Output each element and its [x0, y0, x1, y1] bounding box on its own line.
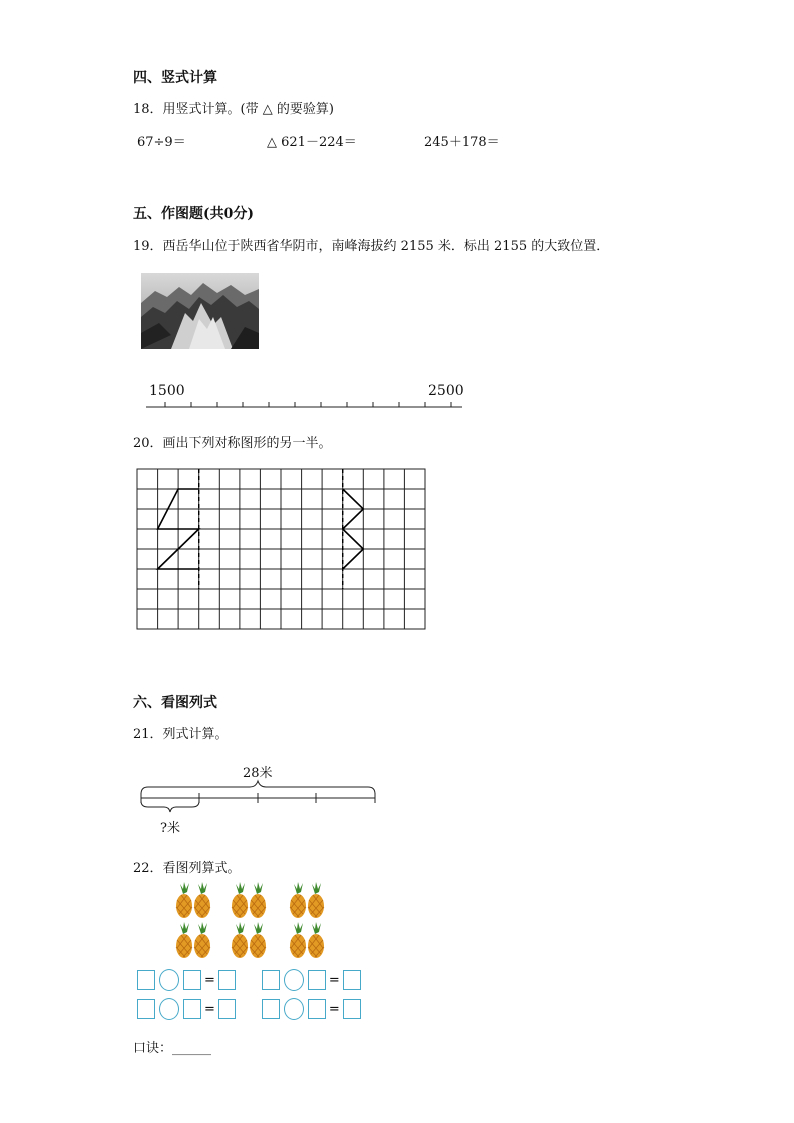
segment-diagram — [136, 777, 380, 813]
symmetry-grid — [136, 468, 428, 632]
expression-1: 67÷9＝ — [137, 135, 186, 150]
answer-box[interactable] — [137, 970, 155, 990]
number-line-end-label: 2500 — [428, 383, 464, 399]
section-6-heading: 六、看图列式 — [133, 695, 217, 711]
question-18: 18．用竖式计算。(带 △ 的要验算) — [133, 102, 334, 117]
question-21: 21．列式计算。 — [133, 727, 228, 742]
formula-row-1 — [137, 969, 361, 991]
expression-2: △ 621－224＝ — [267, 135, 357, 150]
equals-sign: = — [328, 1001, 340, 1017]
formula-row-2 — [137, 998, 361, 1020]
section-5-heading: 五、作图题(共0分) — [133, 206, 254, 222]
pineapple-pair-3 — [290, 882, 324, 958]
koujue-line[interactable]: 口诀：______ — [133, 1041, 212, 1056]
pineapple-pair-2 — [232, 882, 266, 958]
pineapple-pair-1 — [176, 882, 210, 958]
answer-box[interactable] — [137, 999, 155, 1019]
total-length-label: 28米 — [243, 766, 273, 781]
question-20: 20．画出下列对称图形的另一半。 — [133, 436, 332, 451]
answer-box[interactable] — [262, 970, 280, 990]
answer-box[interactable] — [183, 970, 201, 990]
equals-sign: = — [204, 972, 215, 988]
mountain-photo — [141, 273, 259, 349]
question-22: 22．看图列算式。 — [133, 861, 241, 876]
operator-circle[interactable] — [159, 998, 179, 1020]
equals-sign: = — [204, 1001, 215, 1017]
answer-box[interactable] — [262, 999, 280, 1019]
answer-box[interactable] — [308, 970, 326, 990]
question-19: 19．西岳华山位于陕西省华阴市，南峰海拔约 2155 米．标出 2155 的大致位置． — [133, 239, 610, 254]
part-length-label: ?米 — [160, 821, 180, 836]
equals-sign: = — [328, 972, 340, 988]
answer-box[interactable] — [218, 970, 236, 990]
expression-3: 245＋178＝ — [424, 135, 500, 150]
operator-circle[interactable] — [159, 969, 179, 991]
answer-box[interactable] — [343, 970, 361, 990]
answer-box[interactable] — [183, 999, 201, 1019]
operator-circle[interactable] — [284, 998, 304, 1020]
section-4-heading: 四、竖式计算 — [133, 70, 217, 86]
number-line-start-label: 1500 — [149, 383, 185, 399]
operator-circle[interactable] — [284, 969, 304, 991]
answer-box[interactable] — [308, 999, 326, 1019]
answer-box[interactable] — [218, 999, 236, 1019]
pineapple-groups — [172, 880, 332, 962]
answer-box[interactable] — [343, 999, 361, 1019]
number-line — [140, 398, 470, 412]
